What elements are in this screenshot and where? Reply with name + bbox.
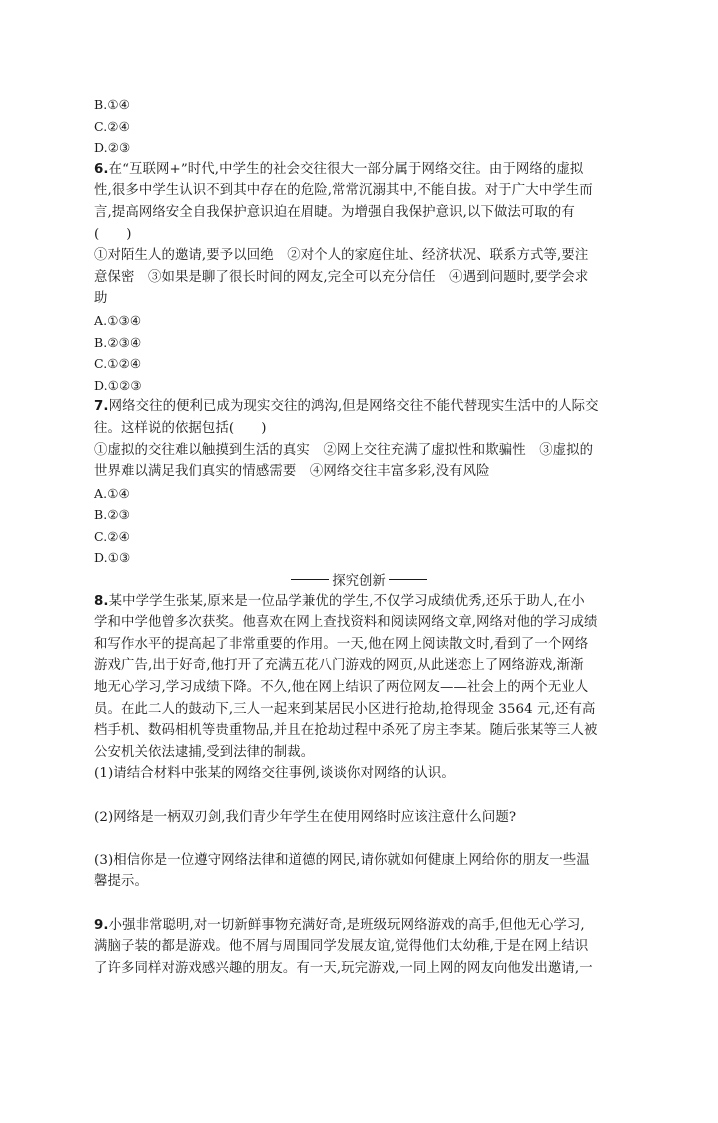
question-number: 7. [94, 399, 109, 415]
sub-question-3: 馨提示。 [94, 874, 148, 890]
answer-blank: ( ) [94, 226, 132, 242]
question-text: 员。在此二人的鼓动下,三人一起来到某居民小区进行抢劫,抢得现金 3564 元,还有高 [94, 701, 596, 717]
question-9 [94, 915, 624, 980]
section-rule-left [291, 579, 329, 580]
question-number: 6. [94, 161, 109, 177]
option-c: C.①②④ [94, 356, 142, 372]
question-text: 档手机、数码相机等贵重物品,并且在抢劫过程中杀死了房主李某。随后张某等三人被 [94, 723, 598, 739]
answer-space [94, 828, 624, 850]
section-rule-right [389, 579, 427, 580]
sub-question-2: (2)网络是一柄双刃剑,我们青少年学生在使用网络时应该注意什么问题? [94, 809, 517, 825]
question-text: 公安机关依法逮捕,受到法律的制裁。 [94, 744, 315, 760]
option-b: B.①④ [94, 97, 130, 112]
option-d: D.①③ [94, 550, 131, 566]
question-text: 网络交往的便利已成为现实交往的鸿沟,但是网络交往不能代替现实生活中的人际交 [108, 399, 599, 415]
question-7 [94, 396, 624, 569]
question-text: 和写作水平的提高起了非常重要的作用。一天,他在网上阅读散文时,看到了一个网络 [94, 636, 589, 652]
document-page [94, 94, 624, 979]
option-c: C.②④ [94, 528, 130, 544]
question-text: 小强非常聪明,对一切新鲜事物充满好奇,是班级玩网络游戏的高手,但他无心学习, [108, 917, 585, 933]
sub-question-1: (1)请结合材料中张某的网络交往事例,谈谈你对网络的认识。 [94, 766, 455, 782]
statement-text: 意保密 ③如果是聊了很长时间的网友,完全可以充分信任 ④遇到问题时,要学会求 [94, 269, 589, 285]
question-text: 言,提高网络安全自我保护意识迫在眉睫。为增强自我保护意识,以下做法可取的有 [94, 204, 575, 220]
statement-text: 助 [94, 291, 108, 307]
answer-space [94, 893, 624, 915]
option-d: D.①②③ [94, 377, 142, 393]
section-title: 探究创新 [332, 574, 386, 590]
question-6 [94, 159, 624, 397]
statement-text: ①虚拟的交往难以触摸到生活的真实 ②网上交往充满了虚拟性和欺骗性 ③虚拟的 [94, 442, 594, 458]
question-text: 满脑子装的都是游戏。他不屑与周围同学发展友谊,觉得他们太幼稚,于是在网上结识 [94, 939, 589, 955]
section-header [94, 569, 624, 591]
question-number: 8. [94, 593, 109, 609]
sub-question-3: (3)相信你是一位遵守网络法律和道德的网民,请你就如何健康上网给你的朋友一些温 [94, 852, 590, 868]
option-a: A.①④ [94, 485, 130, 501]
question-text: 往。这样说的依据包括( ) [94, 420, 267, 436]
option-c: C.②④ [94, 118, 130, 134]
question-text: 性,很多中学生认识不到其中存在的危险,常常沉溺其中,不能自拔。对于广大中学生而 [94, 183, 593, 199]
statement-text: 世界难以满足我们真实的情感需要 ④网络交往丰富多彩,没有风险 [94, 464, 490, 480]
option-d: D.②③ [94, 140, 131, 156]
option-b: B.②③ [94, 507, 130, 523]
question-text: 在“互联网+”时代,中学生的社会交往很大一部分属于网络交往。由于网络的虚拟 [108, 161, 584, 177]
question-text: 地无心学习,学习成绩下降。不久,他在网上结识了两位网友——社会上的两个无业人 [94, 680, 589, 696]
question-8 [94, 591, 624, 915]
question-text: 游戏广告,出于好奇,他打开了充满五花八门游戏的网页,从此迷恋上了网络游戏,渐渐 [94, 658, 584, 674]
question-text: 学和中学他曾多次获奖。他喜欢在网上查找资料和阅读网络文章,网络对他的学习成绩 [94, 615, 598, 631]
question-text: 某中学学生张某,原来是一位品学兼优的学生,不仅学习成绩优秀,还乐于助人,在小 [108, 593, 585, 609]
answer-space [94, 785, 624, 807]
statement-text: ①对陌生人的邀请,要予以回绝 ②对个人的家庭住址、经济状况、联系方式等,要注 [94, 248, 589, 264]
option-b: B.②③④ [94, 334, 142, 350]
option-a: A.①③④ [94, 312, 142, 328]
question-number: 9. [94, 917, 109, 933]
question-text: 了许多同样对游戏感兴趣的朋友。有一天,玩完游戏,一同上网的网友向他发出邀请,一 [94, 960, 593, 976]
